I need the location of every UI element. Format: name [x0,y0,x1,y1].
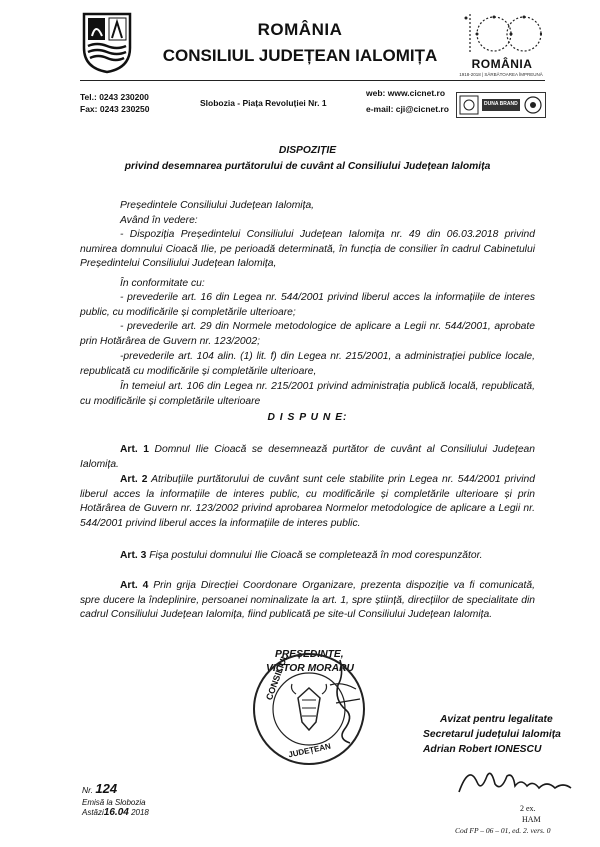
stamp-text-top: CONSILIUL [264,652,290,702]
article-2-text: Atribuțiile purtătorului de cuvânt sunt cele stabilite prin Legea nr. 544/2001 privind liberul acces la informațiile de interes public, cu modificările și completările ulterioare și prin Hotărârea de Guvern nr. 123/2002 privind aprobarea Normelor metodologice de aplicare a Legii nr. 544/2001 privind liberul acces la informațiile de interes public. [80,474,535,529]
article-3-text: Fișa postului domnului Ilie Cioacă se completează în mod corespunzător. [149,550,483,561]
accordance-1: - prevederile art. 16 din Legea nr. 544/2001 privind liberul acces la informațiile de interes public, cu modificările și completările ulterioare; [80,292,535,318]
president-title: PREȘEDINTE, [275,649,344,660]
copies-count: 2 ex. [520,804,536,813]
centenary-logo-tagline: 1918-2018 | SĂRBĂTOAREA ÎMPREUNĂ [459,72,543,77]
article-4-label: Art. 4 [120,580,149,591]
legality-line-3: Adrian Robert IONESCU [423,744,542,755]
registry-number-label: Nr. [82,785,94,795]
county-coat-of-arms-logo [82,12,132,74]
header-council-title: CONSILIUL JUDEȚEAN IALOMIȚA [162,46,438,65]
issuer-line: Președintele Consiliului Județean Ialomița, [120,200,315,211]
fax-number: Fax: 0243 230250 [80,104,150,114]
certification-label: DUNA BRAND [484,101,518,107]
drafter-initials: HAM [522,815,541,824]
article-1 [80,443,535,472]
issue-date [82,806,149,821]
issue-date-year: 2018 [131,808,149,817]
phone-number: Tel.: 0243 230200 [80,92,149,102]
legal-basis: În temeiul art. 106 din Legea nr. 215/2001 privind administrația publică locală, republicată, cu modificările și completările ulterioare [80,381,535,407]
stamp-text-bottom: JUDEȚEAN [287,741,332,760]
legality-line-1: Avizat pentru legalitate [440,714,553,725]
article-3-label: Art. 3 [120,550,147,561]
article-3 [80,549,535,564]
centenary-logo-country: ROMÂNIA [471,57,533,71]
legality-line-2: Secretarul județului Ialomița [423,729,561,740]
article-1-label: Art. 1 [120,444,149,455]
article-4 [80,579,535,623]
website: web: www.cicnet.ro [366,88,446,98]
article-2-label: Art. 2 [120,474,148,485]
article-4-text: Prin grija Direcției Coordonare Organizare, prezenta dispoziție va fi comunicată, spre ducere la îndeplinire, persoanei nominalizate la art. 1, spre știință, direcțiilor de specialitate din cadrul Consiliului Județean Ialomița, fiind publicată pe site-ul Consiliului Județean Ialomița. [80,580,535,621]
header-divider [80,80,545,81]
article-1-text: Domnul Ilie Cioacă se desemnează purtător de cuvânt al Consiliului Județean Ialomița. [80,444,535,470]
issue-date-label: Astăzi [82,808,104,817]
form-code: Cod FP – 06 – 01, ed. 2. vers. 0 [455,826,551,835]
article-2 [80,473,535,531]
registry-number-value: 124 [95,781,118,796]
having-in-view-line: Având în vedere: [120,215,198,226]
in-accordance-line: În conformitate cu: [120,278,205,289]
disposes-heading: D I S P U N E: [267,412,348,423]
email: e-mail: cji@cicnet.ro [366,104,449,114]
centenary-logo [460,8,542,60]
certification-badges [456,92,546,118]
document-subject: privind desemnarea purtătorului de cuvânt al Consiliului Județean Ialomița [124,161,491,172]
issued-at: Emisă la Slobozia [82,798,146,807]
header-country-title: ROMÂNIA [257,20,343,39]
accordance-2: - prevederile art. 29 din Normele metodologice de aplicare a Legii nr. 544/2001, aprobate prin Hotărârea de Guvern nr. 123/2002; [80,321,535,347]
consideration-1: - Dispoziția Președintelui Consiliului Județean Ialomița nr. 49 din 06.03.2018 privind numirea domnului Cioacă Ilie, pe perioadă determinată, în funcția de consilier în cadrul Cabinetului Președintelui Consiliului Județean Ialomița, [80,229,535,270]
secretary-signature [455,758,575,803]
president-signature [300,655,380,750]
document-heading: DISPOZIȚIE [278,145,337,156]
issue-date-value: 16.04 [103,807,129,818]
address: Slobozia - Piața Revoluției Nr. 1 [200,98,327,108]
accordance-3: -prevederile art. 104 alin. (1) lit. f) din Legea nr. 215/2001, a administrației publice locale, republicată cu modificările și completările ulterioare, [80,351,535,377]
president-name: VICTOR MORARU [266,663,354,674]
